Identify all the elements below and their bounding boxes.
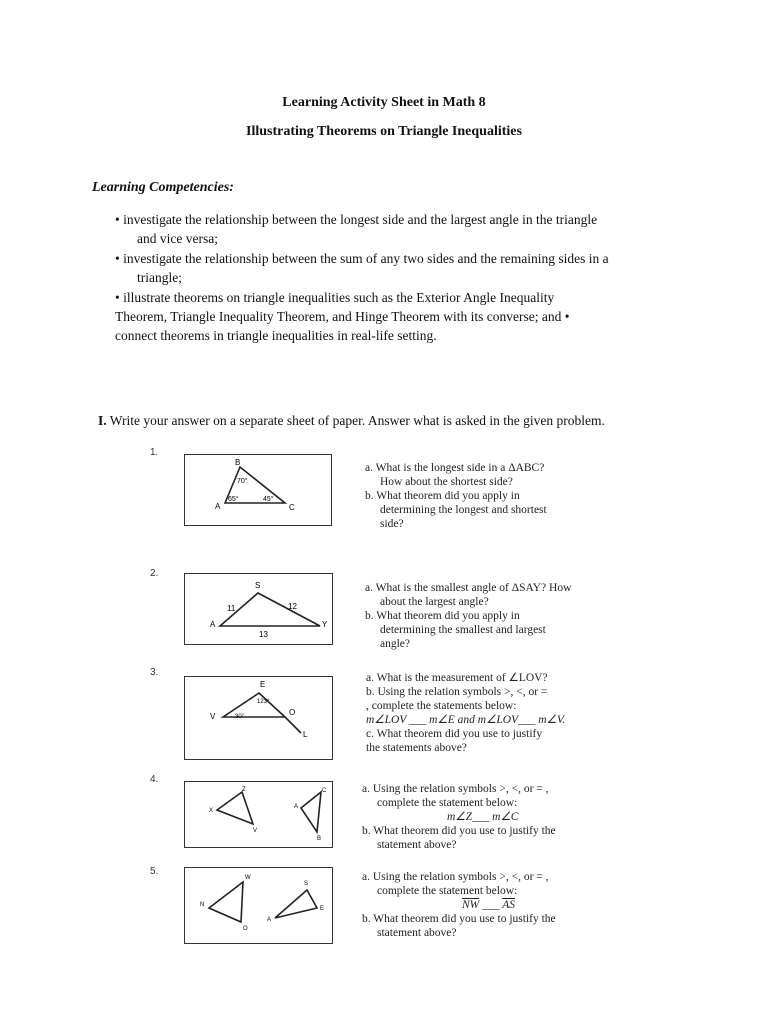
angle-v-label: 30° [235, 714, 245, 720]
instruction [98, 413, 605, 429]
p1-qb-line-3: side? [380, 518, 404, 530]
triangle-say-figure [185, 574, 332, 644]
problem-1-questions [365, 461, 595, 531]
vertex-a-label: A [267, 917, 272, 923]
competency-2-line-1: • investigate the relationship between the sum of any two sides and the remaining sides in a [115, 251, 609, 266]
p2-qb-line-3: angle? [380, 638, 411, 650]
problem-2-questions [365, 581, 595, 651]
problem-3-figure-box [184, 676, 333, 760]
p3-qc-line-2: the statements above? [366, 742, 467, 754]
p5-qb-line-2: statement above? [377, 927, 457, 939]
vertex-c-label: C [289, 503, 295, 512]
problem-4-questions [362, 782, 612, 852]
p1-qa-line-1: a. What is the longest side in a ΔABC? [365, 462, 545, 474]
angle-b-label: 70° [237, 478, 248, 485]
triangle-nwo [209, 882, 243, 922]
vertex-e-label: E [320, 906, 325, 912]
p4-qb-line-1: b. What theorem did you use to justify the [362, 825, 556, 837]
problem-3-number: 3. [150, 667, 159, 678]
triangle-ase [275, 890, 317, 918]
p2-qa-line-2: about the largest angle? [380, 596, 489, 608]
angle-c-label: 45° [263, 496, 274, 503]
vertex-b-label: B [235, 458, 241, 467]
p3-qb-line-2: , complete the statements below: [366, 700, 517, 712]
triangle-veo [223, 693, 285, 717]
problem-4-figure-box [184, 781, 333, 848]
problem-2-figure-box [184, 573, 333, 645]
angle-e-label: 123° [257, 699, 270, 705]
point-l-label: L [303, 730, 308, 739]
problem-5-figure-box [184, 867, 333, 944]
p3-qa-line-1: a. What is the measurement of ∠LOV? [366, 672, 548, 684]
vertex-y-label: Y [322, 620, 328, 629]
p5-qa-line-3 [362, 898, 612, 912]
triangle-zxv [217, 792, 253, 824]
blank: ___ [479, 899, 503, 911]
vertex-v-label: V [210, 712, 216, 721]
vertex-x-label: X [209, 808, 214, 814]
p5-qb-line-1: b. What theorem did you use to justify the [362, 913, 556, 925]
vertex-s-label: S [255, 581, 261, 590]
p4-qa-line-2: complete the statement below: [377, 797, 518, 809]
side-sa-label: 11 [227, 604, 236, 613]
p4-qa-line-3: m∠Z___ m∠C [447, 811, 519, 823]
problem-5-number: 5. [150, 866, 159, 877]
p5-qa-line-2: complete the statement below: [377, 885, 518, 897]
problem-4-number: 4. [150, 774, 159, 785]
triangles-nwo-ase-figure [185, 868, 332, 943]
competency-3-line-3: connect theorems in triangle inequalities in real-life setting. [115, 328, 437, 343]
page-subtitle: Illustrating Theorems on Triangle Inequalities [246, 124, 522, 139]
problem-3-questions [366, 671, 606, 755]
vertex-z-label: Z [242, 787, 246, 793]
vertex-w-label: W [245, 875, 251, 881]
extension-ol [285, 717, 301, 733]
p1-qb-line-2: determining the longest and shortest [380, 504, 547, 516]
vertex-b-label: B [317, 836, 322, 842]
vertex-v-label: V [253, 828, 258, 834]
p3-qc-line-1: c. What theorem did you use to justify [366, 728, 543, 740]
vertex-o-label: O [243, 926, 248, 932]
triangle-veo-figure [185, 677, 332, 759]
p3-qb-line-1: b. Using the relation symbols >, <, or = [366, 686, 548, 698]
p1-qa-line-2: How about the shortest side? [380, 476, 513, 488]
vertex-e-label: E [260, 680, 266, 689]
p3-qb-line-3: m∠LOV ___ m∠E and m∠LOV___ m∠V. [366, 714, 566, 726]
problem-2-number: 2. [150, 568, 159, 579]
vertex-a-label: A [215, 502, 221, 511]
p5-qa-line-1: a. Using the relation symbols >, <, or = , [362, 871, 549, 883]
p4-qa-line-1: a. Using the relation symbols >, <, or = , [362, 783, 549, 795]
side-sy-label: 12 [288, 602, 297, 611]
instruction-text: Write your answer on a separate sheet of paper. Answer what is asked in the given problem. [109, 413, 605, 428]
p1-qb-line-1: b. What theorem did you apply in [365, 490, 520, 502]
angle-a-label: 65° [228, 496, 239, 503]
instruction-roman: I. [98, 413, 107, 428]
page-title: Learning Activity Sheet in Math 8 [282, 95, 486, 110]
p2-qb-line-1: b. What theorem did you apply in [365, 610, 520, 622]
triangle-abc [301, 792, 321, 832]
competency-3-line-1: • illustrate theorems on triangle inequalities such as the Exterior Angle Inequality [115, 290, 555, 305]
competency-1-line-1: • investigate the relationship between the longest side and the largest angle in the triangle [115, 212, 598, 227]
segment-as: $\overline{AS}$ [502, 899, 516, 911]
triangle-abc-figure [185, 455, 331, 525]
p2-qb-line-2: determining the smallest and largest [380, 624, 546, 636]
problem-5-questions [362, 870, 612, 940]
p4-qb-line-2: statement above? [377, 839, 457, 851]
vertex-c-label: C [322, 788, 327, 794]
competency-2-line-2: triangle; [137, 270, 182, 285]
side-ay-label: 13 [259, 630, 268, 639]
problem-1-figure-box [184, 454, 332, 526]
vertex-o-label: O [289, 708, 296, 717]
competency-3-line-2: Theorem, Triangle Inequality Theorem, and Hinge Theorem with its converse; and • [115, 309, 570, 324]
triangles-zxv-abc-figure [185, 782, 332, 847]
competencies-heading: Learning Competencies: [92, 180, 234, 195]
problem-1-number: 1. [150, 447, 159, 458]
segment-nw: $\overline{NW}$ [462, 899, 480, 911]
vertex-a-label: A [294, 804, 299, 810]
p2-qa-line-1: a. What is the smallest angle of ΔSAY? How [365, 582, 572, 594]
competency-1-line-2: and vice versa; [137, 231, 218, 246]
vertex-s-label: S [304, 881, 309, 887]
vertex-n-label: N [200, 902, 205, 908]
vertex-a-label: A [210, 620, 216, 629]
